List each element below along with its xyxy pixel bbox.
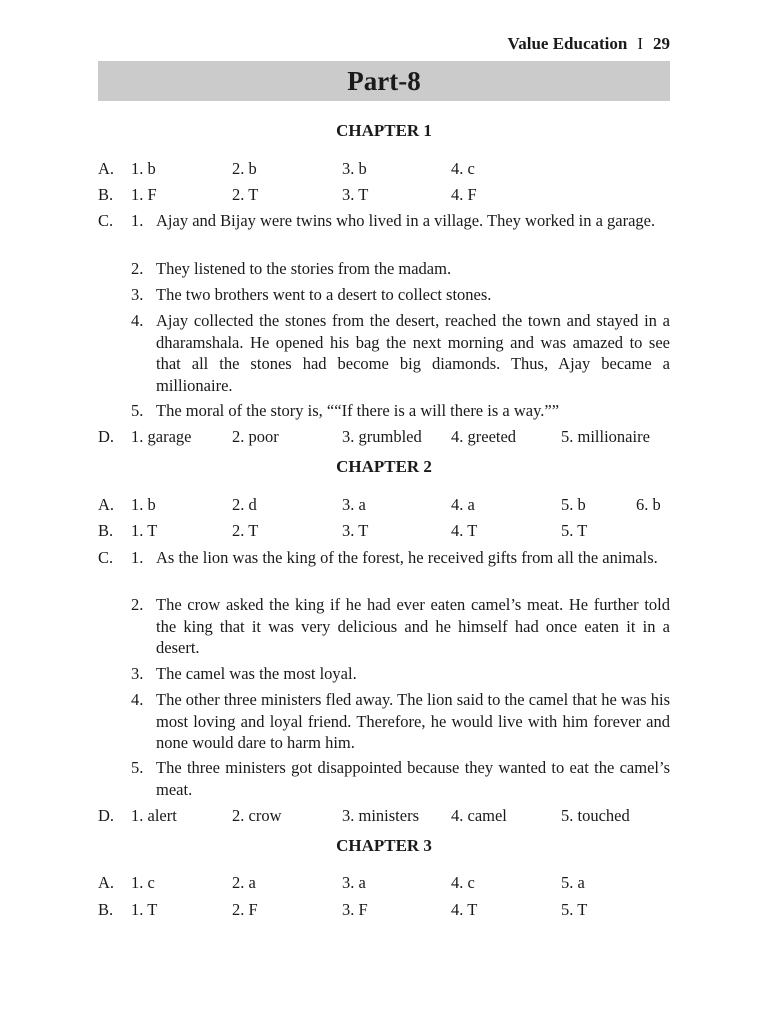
answer: 2. b <box>232 159 257 178</box>
answer: 4. a <box>451 495 475 514</box>
answer: 4. camel <box>451 806 507 825</box>
question-item <box>98 400 670 422</box>
item-number: 3. <box>131 664 144 683</box>
row-label: C. <box>98 548 114 567</box>
row-label: A. <box>98 873 115 892</box>
answer: 6. b <box>636 495 661 514</box>
answer: 2. a <box>232 873 256 892</box>
item-text: The three ministers got disappointed because they wanted to eat the camel’s meat. <box>156 758 670 799</box>
answer-row-d <box>98 805 670 827</box>
question-item <box>98 310 670 396</box>
part-title: Part-8 <box>347 66 421 96</box>
answer-row-b <box>98 520 670 542</box>
answer: 4. T <box>451 521 478 540</box>
item-number: 1. <box>131 548 144 567</box>
answer: 2. poor <box>232 427 279 446</box>
answer: 1. b <box>131 159 156 178</box>
row-label: D. <box>98 427 115 446</box>
running-header <box>508 34 671 54</box>
item-number: 4. <box>131 311 144 330</box>
item-text: They listened to the stories from the madam. <box>156 259 452 278</box>
answer: 4. T <box>451 900 478 919</box>
answer: 1. F <box>131 185 157 204</box>
item-text: The camel was the most loyal. <box>156 664 357 683</box>
row-label: C. <box>98 211 114 230</box>
answer-row-b <box>98 184 670 206</box>
page-number: 29 <box>653 34 670 53</box>
item-text: Ajay and Bijay were twins who lived in a village. They worked in a garage. <box>156 211 656 230</box>
item-number: 3. <box>131 285 144 304</box>
question-item <box>98 663 670 685</box>
answer: 2. T <box>232 521 259 540</box>
answer: 3. ministers <box>342 806 419 825</box>
chapter-heading: CHAPTER 3 <box>336 836 432 855</box>
chapter-heading: CHAPTER 1 <box>336 121 432 140</box>
answer-row-b <box>98 899 670 921</box>
answer: 1. c <box>131 873 155 892</box>
answer: 5. b <box>561 495 586 514</box>
answer: 3. T <box>342 521 369 540</box>
answer-row-a <box>98 872 670 894</box>
book-title: Value Education <box>507 34 628 53</box>
question-item <box>98 210 670 232</box>
answer: 3. a <box>342 873 366 892</box>
answer: 4. greeted <box>451 427 517 446</box>
answer: 2. F <box>232 900 258 919</box>
part-title-bar <box>98 61 670 101</box>
answer-row-d <box>98 426 670 448</box>
item-number: 5. <box>131 758 144 777</box>
answer: 2. T <box>232 185 259 204</box>
row-label: B. <box>98 521 114 540</box>
answer: 4. F <box>451 185 477 204</box>
item-number: 5. <box>131 401 144 420</box>
row-label: B. <box>98 900 114 919</box>
answer: 2. crow <box>232 806 282 825</box>
item-text: The moral of the story is, ““If there is a will there is a way.”” <box>156 401 560 420</box>
header-separator: I <box>637 34 643 53</box>
answer: 3. grumbled <box>342 427 422 446</box>
item-text: The two brothers went to a desert to collect stones. <box>156 285 492 304</box>
row-label: A. <box>98 495 115 514</box>
question-item <box>98 284 670 306</box>
item-text: As the lion was the king of the forest, he received gifts from all the animals. <box>156 548 658 567</box>
row-label: D. <box>98 806 115 825</box>
answer: 3. F <box>342 900 368 919</box>
answer: 5. millionaire <box>561 427 650 446</box>
answer: 4. c <box>451 873 475 892</box>
item-text: The other three ministers fled away. The lion said to the camel that he was his most loving and loyal friend. Therefore, he would live with him forever and none would dare to harm him. <box>156 690 670 752</box>
chapter-heading: CHAPTER 2 <box>336 457 432 476</box>
question-item <box>98 689 670 754</box>
answer: 5. touched <box>561 806 630 825</box>
answer: 5. T <box>561 900 588 919</box>
answer: 3. b <box>342 159 367 178</box>
answer: 1. T <box>131 900 158 919</box>
item-number: 2. <box>131 259 144 278</box>
answer: 3. T <box>342 185 369 204</box>
row-label: A. <box>98 159 115 178</box>
question-item <box>98 594 670 659</box>
question-item <box>98 757 670 800</box>
answer: 1. b <box>131 495 156 514</box>
answer: 3. a <box>342 495 366 514</box>
item-number: 1. <box>131 211 144 230</box>
answer: 1. T <box>131 521 158 540</box>
answer: 1. alert <box>131 806 177 825</box>
answer: 2. d <box>232 495 257 514</box>
answer-row-a <box>98 494 670 516</box>
item-number: 2. <box>131 595 144 614</box>
item-text: Ajay collected the stones from the desert, reached the town and stayed in a dharamshala. He opened his bag the next morning and was amazed to see that all the stones had become big diamonds. Thus, Ajay became a millionaire. <box>156 311 670 395</box>
answer: 5. a <box>561 873 585 892</box>
answer: 5. T <box>561 521 588 540</box>
answer-row-a <box>98 158 670 180</box>
item-number: 4. <box>131 690 144 709</box>
answer: 1. garage <box>131 427 192 446</box>
question-item <box>98 547 670 569</box>
item-text: The crow asked the king if he had ever eaten camel’s meat. He further told the king that it was very delicious and he himself had once eaten it in a desert. <box>156 595 670 657</box>
answer: 4. c <box>451 159 475 178</box>
question-item <box>98 258 670 280</box>
row-label: B. <box>98 185 114 204</box>
